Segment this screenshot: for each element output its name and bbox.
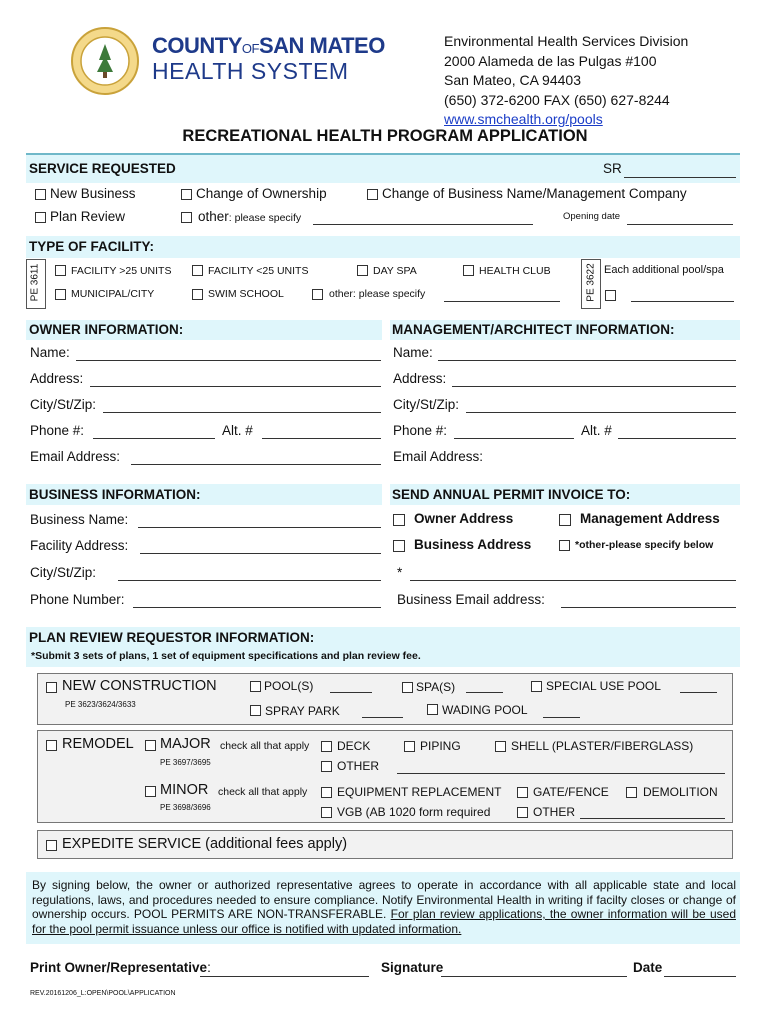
pools-checkbox[interactable]: [250, 681, 261, 692]
special-use-count-field[interactable]: [680, 692, 717, 693]
spray-park-count-field[interactable]: [362, 717, 403, 718]
new-business-label: New Business: [50, 186, 136, 201]
invoice-mgmt-checkbox[interactable]: [559, 514, 571, 526]
mgmt-name-label: Name:: [393, 345, 433, 360]
owner-phone-field[interactable]: [93, 438, 215, 439]
new-construction-checkbox[interactable]: [46, 682, 57, 693]
facility-gt25-checkbox[interactable]: [55, 265, 66, 276]
other-facility-label: other: please specify: [329, 288, 426, 300]
mgmt-phone-field[interactable]: [454, 438, 574, 439]
minor-checkbox[interactable]: [145, 786, 156, 797]
invoice-asterisk: *: [397, 565, 403, 580]
swim-school-label: SWIM SCHOOL: [208, 288, 284, 300]
equipment-checkbox[interactable]: [321, 787, 332, 798]
facility-address-field[interactable]: [140, 553, 381, 554]
gate-fence-label: GATE/FENCE: [533, 785, 609, 799]
signature-field[interactable]: [441, 976, 627, 977]
management-heading: MANAGEMENT/ARCHITECT INFORMATION:: [392, 322, 675, 337]
san-mateo-word: SAN MATEO: [258, 33, 385, 58]
spray-park-checkbox[interactable]: [250, 705, 261, 716]
remodel-checkbox[interactable]: [46, 740, 57, 751]
change-name-label: Change of Business Name/Management Company: [382, 186, 687, 201]
agreement-body: By signing below, the owner or authorized representative agrees to operate in accordance with all applicable state and local regulations, laws, and procedures needed to ensure compliance. Notify Environmental Health in writing if facilty closes or change of ownership occurs. POOL PERMITS ARE NON-TRANSFERABLE.: [32, 878, 736, 921]
change-ownership-label: Change of Ownership: [196, 186, 327, 201]
revision-footer: REV.20161206_L:OPEN\POOL\APPLICATION: [30, 990, 176, 997]
business-name-field[interactable]: [138, 527, 381, 528]
other-facility-checkbox[interactable]: [312, 289, 323, 300]
new-construction-pe: PE 3623/3624/3633: [65, 700, 136, 709]
invoice-other-label: *other-please specify below: [575, 539, 714, 551]
each-additional-label: Each additional pool/spa: [604, 264, 724, 276]
piping-label: PIPING: [420, 739, 461, 753]
shell-label: SHELL (PLASTER/FIBERGLASS): [511, 739, 694, 753]
plan-review-heading: PLAN REVIEW REQUESTOR INFORMATION:: [29, 630, 315, 645]
invoice-other-checkbox[interactable]: [559, 540, 570, 551]
minor-other-label: OTHER: [533, 805, 575, 819]
owner-name-field[interactable]: [76, 360, 381, 361]
phone-fax: (650) 372-6200 FAX (650) 627-8244: [444, 91, 670, 108]
spas-checkbox[interactable]: [402, 682, 413, 693]
demolition-checkbox[interactable]: [626, 787, 637, 798]
date-field[interactable]: [664, 976, 736, 977]
other-service-label: other: please specify: [198, 209, 302, 224]
county-word: COUNTY: [152, 33, 242, 58]
minor-other-checkbox[interactable]: [517, 807, 528, 818]
day-spa-checkbox[interactable]: [357, 265, 368, 276]
signature-label: Signature: [381, 960, 444, 975]
business-email-field[interactable]: [561, 607, 736, 608]
service-requested-heading: SERVICE REQUESTED: [29, 161, 176, 176]
mgmt-phone-label: Phone #:: [393, 423, 448, 438]
change-name-checkbox[interactable]: [367, 189, 378, 200]
opening-date-label: Opening date: [563, 211, 621, 222]
spray-park-label: SPRAY PARK: [265, 704, 340, 718]
county-seal-logo: [70, 26, 140, 96]
deck-label: DECK: [337, 739, 371, 753]
major-checkbox[interactable]: [145, 740, 156, 751]
change-ownership-checkbox[interactable]: [181, 189, 192, 200]
invoice-mgmt-label: Management Address: [580, 511, 720, 526]
website-link[interactable]: www.smchealth.org/pools: [444, 111, 603, 127]
major-other-label: OTHER: [337, 759, 379, 773]
division-name: Environmental Health Services Division: [444, 33, 689, 49]
agreement-text: [32, 878, 736, 936]
plan-review-note: *Submit 3 sets of plans, 1 set of equipment specifications and plan review fee.: [31, 650, 421, 662]
mgmt-alt-label: Alt. #: [581, 423, 612, 438]
health-club-checkbox[interactable]: [463, 265, 474, 276]
each-additional-field[interactable]: [631, 301, 734, 302]
minor-other-field[interactable]: [580, 818, 725, 819]
shell-checkbox[interactable]: [495, 741, 506, 752]
each-additional-checkbox[interactable]: [605, 290, 616, 301]
owner-alt-field[interactable]: [262, 438, 381, 439]
owner-city-field[interactable]: [103, 412, 381, 413]
business-city-label: City/St/Zip:: [30, 565, 97, 580]
owner-city-label: City/St/Zip:: [30, 397, 97, 412]
other-service-checkbox[interactable]: [181, 212, 192, 223]
minor-label: MINOR: [160, 782, 209, 798]
minor-pe: PE 3698/3696: [160, 803, 211, 812]
new-construction-label: NEW CONSTRUCTION: [62, 678, 217, 694]
mgmt-email-label: Email Address:: [393, 449, 484, 464]
of-word: OF: [241, 41, 259, 56]
health-club-label: HEALTH CLUB: [479, 265, 551, 277]
equipment-label: EQUIPMENT REPLACEMENT: [337, 785, 502, 799]
facility-lt25-label: FACILITY <25 UNITS: [208, 265, 309, 277]
business-name-label: Business Name:: [30, 512, 129, 527]
pools-count-field[interactable]: [330, 692, 372, 693]
special-use-label: SPECIAL USE POOL: [546, 679, 661, 693]
address-line2: San Mateo, CA 94403: [444, 72, 581, 88]
spas-count-field[interactable]: [466, 692, 503, 693]
agreement-underlined: For plan review applications, the owner information will be used for the pool permit issuance unless our office is notified with updated information.: [32, 907, 736, 936]
owner-heading: OWNER INFORMATION:: [29, 322, 184, 337]
invoice-business-checkbox[interactable]: [393, 540, 405, 552]
sr-number-field[interactable]: [624, 177, 736, 178]
pools-label: POOL(S): [264, 679, 314, 693]
pe3622-label: PE 3622: [585, 263, 597, 302]
business-email-label: Business Email address:: [397, 592, 545, 607]
gate-fence-checkbox[interactable]: [517, 787, 528, 798]
new-business-checkbox[interactable]: [35, 189, 46, 200]
expedite-checkbox[interactable]: [46, 840, 57, 851]
owner-phone-label: Phone #:: [30, 423, 85, 438]
demolition-label: DEMOLITION: [643, 785, 718, 799]
pe3611-label: PE 3611: [29, 263, 41, 302]
wading-pool-checkbox[interactable]: [427, 704, 438, 715]
other-service-field[interactable]: [313, 224, 533, 225]
major-other-checkbox[interactable]: [321, 761, 332, 772]
invoice-other-field[interactable]: [410, 580, 736, 581]
mgmt-city-field[interactable]: [466, 412, 736, 413]
mgmt-alt-field[interactable]: [618, 438, 736, 439]
municipal-checkbox[interactable]: [55, 289, 66, 300]
print-owner-label: Print Owner/Representative:: [30, 960, 211, 975]
special-use-checkbox[interactable]: [531, 681, 542, 692]
facility-heading: TYPE OF FACILITY:: [29, 239, 155, 254]
wading-pool-label: WADING POOL: [442, 703, 528, 717]
remodel-label: REMODEL: [62, 736, 134, 752]
owner-name-label: Name:: [30, 345, 70, 360]
mgmt-city-label: City/St/Zip:: [393, 397, 460, 412]
vgb-label: VGB (AB 1020 form required: [337, 805, 491, 819]
owner-alt-label: Alt. #: [222, 423, 253, 438]
piping-checkbox[interactable]: [404, 741, 415, 752]
owner-email-field[interactable]: [131, 464, 381, 465]
facility-lt25-checkbox[interactable]: [192, 265, 203, 276]
sr-label: SR: [603, 161, 622, 176]
plan-review-checkbox[interactable]: [35, 212, 46, 223]
form-title: RECREATIONAL HEALTH PROGRAM APPLICATION: [182, 127, 588, 145]
business-heading: BUSINESS INFORMATION:: [29, 487, 201, 502]
business-city-field[interactable]: [118, 580, 381, 581]
health-system-label: HEALTH SYSTEM: [152, 58, 349, 84]
major-label: MAJOR: [160, 736, 211, 752]
major-other-field[interactable]: [397, 773, 725, 774]
address-line1: 2000 Alameda de las Pulgas #100: [444, 52, 657, 69]
other-facility-field[interactable]: [444, 301, 560, 302]
major-pe: PE 3697/3695: [160, 758, 211, 767]
vgb-checkbox[interactable]: [321, 807, 332, 818]
deck-checkbox[interactable]: [321, 741, 332, 752]
plan-review-label: Plan Review: [50, 209, 126, 224]
division-contact-block: [444, 32, 688, 130]
mgmt-address-field[interactable]: [452, 386, 736, 387]
day-spa-label: DAY SPA: [373, 265, 417, 277]
municipal-label: MUNICIPAL/CITY: [71, 288, 155, 300]
invoice-owner-label: Owner Address: [414, 511, 514, 526]
invoice-heading: SEND ANNUAL PERMIT INVOICE TO:: [392, 487, 631, 502]
spas-label: SPA(S): [416, 680, 456, 694]
date-label: Date: [633, 960, 663, 975]
owner-address-field[interactable]: [90, 386, 381, 387]
expedite-label: EXPEDITE SERVICE (additional fees apply): [62, 836, 348, 852]
business-phone-label: Phone Number:: [30, 592, 125, 607]
minor-check-all: check all that apply: [218, 786, 308, 798]
mgmt-name-field[interactable]: [438, 360, 736, 361]
owner-email-label: Email Address:: [30, 449, 121, 464]
business-phone-field[interactable]: [133, 607, 381, 608]
invoice-owner-checkbox[interactable]: [393, 514, 405, 526]
mgmt-address-label: Address:: [393, 371, 447, 386]
owner-address-label: Address:: [30, 371, 84, 386]
opening-date-field[interactable]: [627, 224, 733, 225]
print-owner-field[interactable]: [200, 976, 369, 977]
facility-address-label: Facility Address:: [30, 538, 129, 553]
invoice-business-label: Business Address: [414, 537, 532, 552]
swim-school-checkbox[interactable]: [192, 289, 203, 300]
county-name: [152, 33, 385, 59]
major-check-all: check all that apply: [220, 740, 310, 752]
wading-pool-count-field[interactable]: [543, 717, 580, 718]
facility-gt25-label: FACILITY >25 UNITS: [71, 265, 172, 277]
